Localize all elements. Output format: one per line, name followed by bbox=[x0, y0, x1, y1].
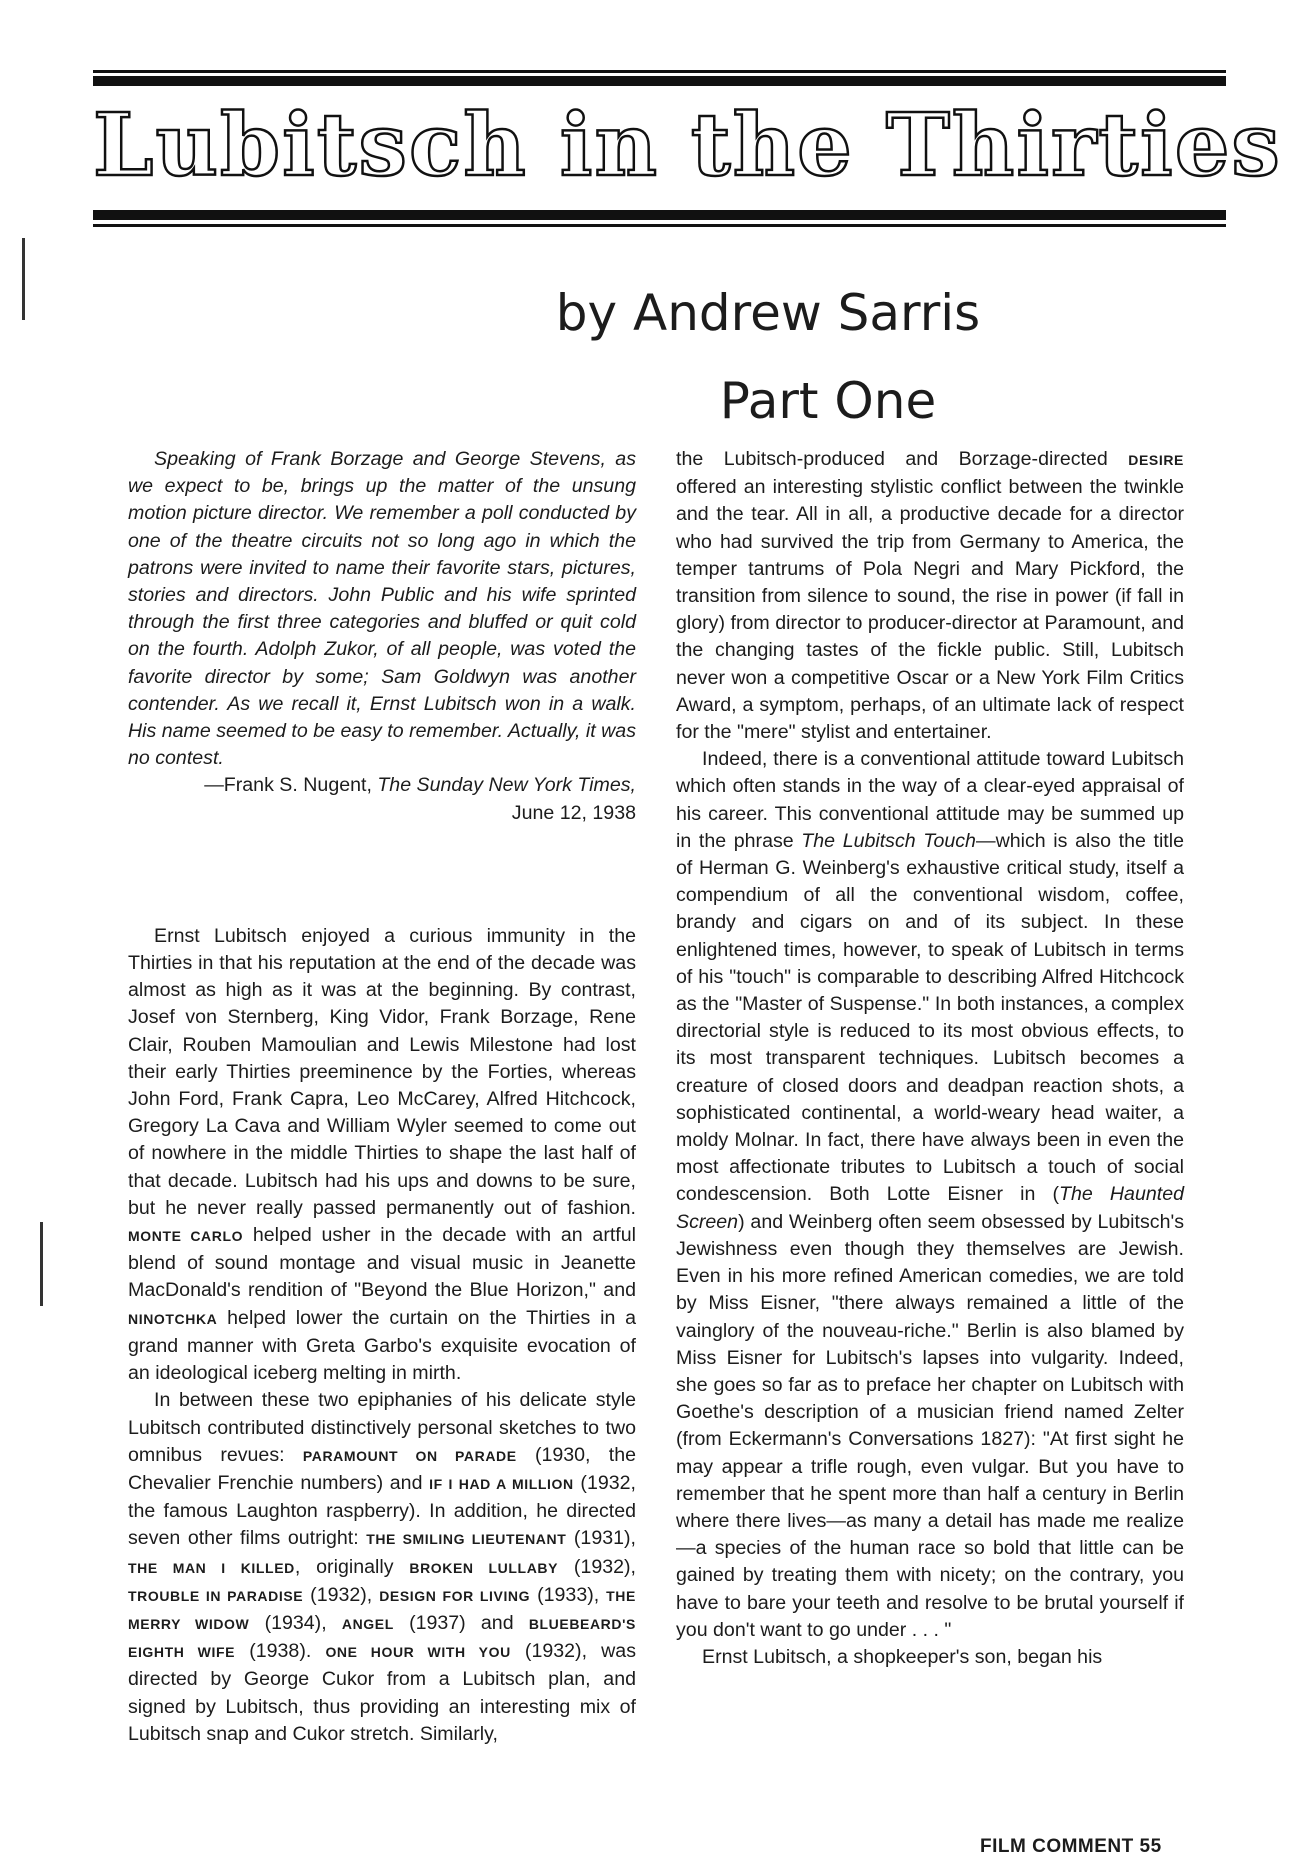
margin-mark bbox=[40, 1222, 43, 1306]
film-title: NINOTCHKA bbox=[128, 1310, 218, 1327]
film-title: THE MERRY WIDOW bbox=[128, 1587, 636, 1632]
film-title: THE SMILING LIEUTENANT bbox=[366, 1531, 567, 1548]
left-column bbox=[128, 446, 636, 1748]
book-title: The Lubitsch Touch bbox=[801, 829, 976, 852]
film-title: DESIRE bbox=[1128, 452, 1184, 468]
top-rule-thin bbox=[93, 70, 1226, 73]
film-title: DESIGN FOR LIVING bbox=[379, 1587, 531, 1604]
attribution-source: The Sunday New York Times, bbox=[377, 774, 636, 797]
film-title: IF I HAD A MILLION bbox=[429, 1475, 574, 1492]
film-title: MONTE CARLO bbox=[128, 1228, 244, 1245]
film-title: BLUEBEARD'S EIGHTH WIFE bbox=[128, 1615, 636, 1661]
body-paragraph: the Lubitsch-produced and Borzage-directed DESIRE offered an interesting stylistic conflict between the twinkle and the tear. All in all, a productive decade for a director who had survived the trip from Germany to America, the temper tantrums of Pola Negri and Mary Pickford, the transition from silence to sound, the rise in power (if fall in glory) from director to producer-director at Paramount, and the changing tastes of the fickle public. Still, Lubitsch never won a competitive Oscar or a New York Film Critics Award, a symptom, perhaps, of an ultimate lack of respect for the "mere" stylist and entertainer. bbox=[676, 448, 1184, 744]
body-paragraph: In between these two epiphanies of his delicate style Lubitsch contributed distinctively personal sketches to two omnibus revues: PARAMOUNT ON PARADE (1930, the Chevalier Frenchie numbers) and IF I HAD A MILLION (1932, the famous Laughton raspberry). In addition, he directed seven other films outright: THE SMILING LIEUTENANT (1931), THE MAN I KILLED, originally BROKEN LULLABY (1932), TROUBLE IN PARADISE (1932), DESIGN FOR LIVING (1933), THE MERRY WIDOW (1934), ANGEL (1937) and BLUEBEARD'S EIGHTH WIFE (1938). ONE HOUR WITH YOU (1932), was directed by George Cukor from a Lubitsch plan, and signed by Lubitsch, thus providing an interesting mix of Lubitsch snap and Cukor stretch. Similarly, bbox=[128, 1389, 637, 1745]
book-title: The Haunted Screen bbox=[676, 1183, 1184, 1233]
film-title: ONE HOUR WITH YOU bbox=[325, 1644, 511, 1661]
article-title: Lubitsch in the Thirties bbox=[93, 95, 1282, 196]
bottom-rule-thin bbox=[93, 224, 1226, 227]
body-paragraph: Indeed, there is a conventional attitude toward Lubitsch which often stands in the way of a clear-eyed appraisal of his career. This conventional attitude may be summed up in the phrase The Lubitsch Touch—which is also the title of Herman G. Weinberg's exhaustive critical study, itself a compendium of all the conventional wisdom, coffee, brandy and cigars on and of its subject. In these enlightened times, however, to speak of Lubitsch in terms of his "touch" is comparable to describing Alfred Hitchcock as the "Master of Suspense." In both instances, a complex directorial style is reduced to its most obvious effects, to its most transparent techniques. Lubitsch becomes a creature of closed doors and deadpan reaction shots, a sophisticated continental, a world-weary head waiter, a moldy Molnar. In fact, there have always been in even the most affectionate tributes to Lubitsch a touch of social condescension. Both Lotte Eisner in (The Haunted Screen) and Weinberg often seem obsessed by Lubitsch's Jewishness even though they themselves are Jewish. Even in his more refined American comedies, we are told by Miss Eisner, "there always remained a little of the vainglory of the nouveau-riche." Berlin is also blamed by Miss Eisner for Lubitsch's lapses into vulgarity. Indeed, she goes so far as to preface her chapter on Lubitsch with Goethe's description of a musician friend named Zelter (from Eckermann's Conversations 1827): "At first sight he may appear a trifle rough, even vulgar. But you have to remember that he spent more than half a century in Berlin where there lives—as many a detail has made me realize—a species of the human race so bold that little can be gained by treating them with nicety; on the contrary, you have to bare your teeth and resolve to be brutal yourself if you don't want to go under . . . " bbox=[676, 748, 1184, 1641]
part-label: Part One bbox=[719, 372, 937, 430]
byline: by Andrew Sarris bbox=[555, 284, 981, 342]
attribution-author: —Frank S. Nugent, bbox=[204, 774, 378, 797]
film-title: BROKEN LULLABY bbox=[409, 1559, 559, 1576]
attribution-date: June 12, 1938 bbox=[511, 801, 636, 824]
film-title: PARAMOUNT ON PARADE bbox=[302, 1447, 517, 1464]
film-title: TROUBLE IN PARADISE bbox=[128, 1587, 304, 1604]
page-footer: FILM COMMENT 55 bbox=[980, 1836, 1162, 1857]
top-rule-thick bbox=[93, 76, 1226, 86]
film-title: ANGEL bbox=[341, 1615, 394, 1632]
right-column bbox=[676, 446, 1184, 1671]
body-paragraph: Ernst Lubitsch, a shopkeeper's son, began his bbox=[702, 1645, 1103, 1668]
body-paragraph: Ernst Lubitsch enjoyed a curious immunity in the Thirties in that his reputation at the end of the decade was almost as high as it was at the beginning. By contrast, Josef von Sternberg, King Vidor, Frank Borzage, Rene Clair, Rouben Mamoulian and Lewis Milestone had lost their early Thirties preeminence by the Forties, whereas John Ford, Frank Capra, Leo McCarey, Alfred Hitchcock, Gregory La Cava and William Wyler seemed to come out of nowhere in the middle Thirties to shape the last half of that decade. Lubitsch had his ups and downs to be sure, but he never really passed permanently out of fashion. MONTE CARLO helped usher in the decade with an artful blend of sound montage and visual music in Jeanette MacDonald's rendition of "Beyond the Blue Horizon," and NINOTCHKA helped lower the curtain on the Thirties in a grand manner with Greta Garbo's exquisite evocation of an ideological iceberg melting in mirth. bbox=[128, 924, 636, 1385]
film-title: THE MAN I KILLED bbox=[128, 1559, 295, 1576]
epigraph-attribution bbox=[128, 772, 636, 826]
epigraph: Speaking of Frank Borzage and George Stevens, as we expect to be, brings up the matter of the unsung motion picture director. We remember a poll conducted by one of the theatre circuits not so long ago in which the patrons were invited to name their favorite stars, pictures, stories and directors. John Public and his wife sprinted through the first three categories and bluffed or quit cold on the fourth. Adolph Zukor, of all people, was voted the favorite director by some; Sam Goldwyn was another contender. As we recall it, Ernst Lubitsch won in a walk. His name seemed to be easy to remember. Actually, it was no contest. bbox=[128, 448, 636, 770]
bottom-rule-thick bbox=[93, 210, 1226, 220]
